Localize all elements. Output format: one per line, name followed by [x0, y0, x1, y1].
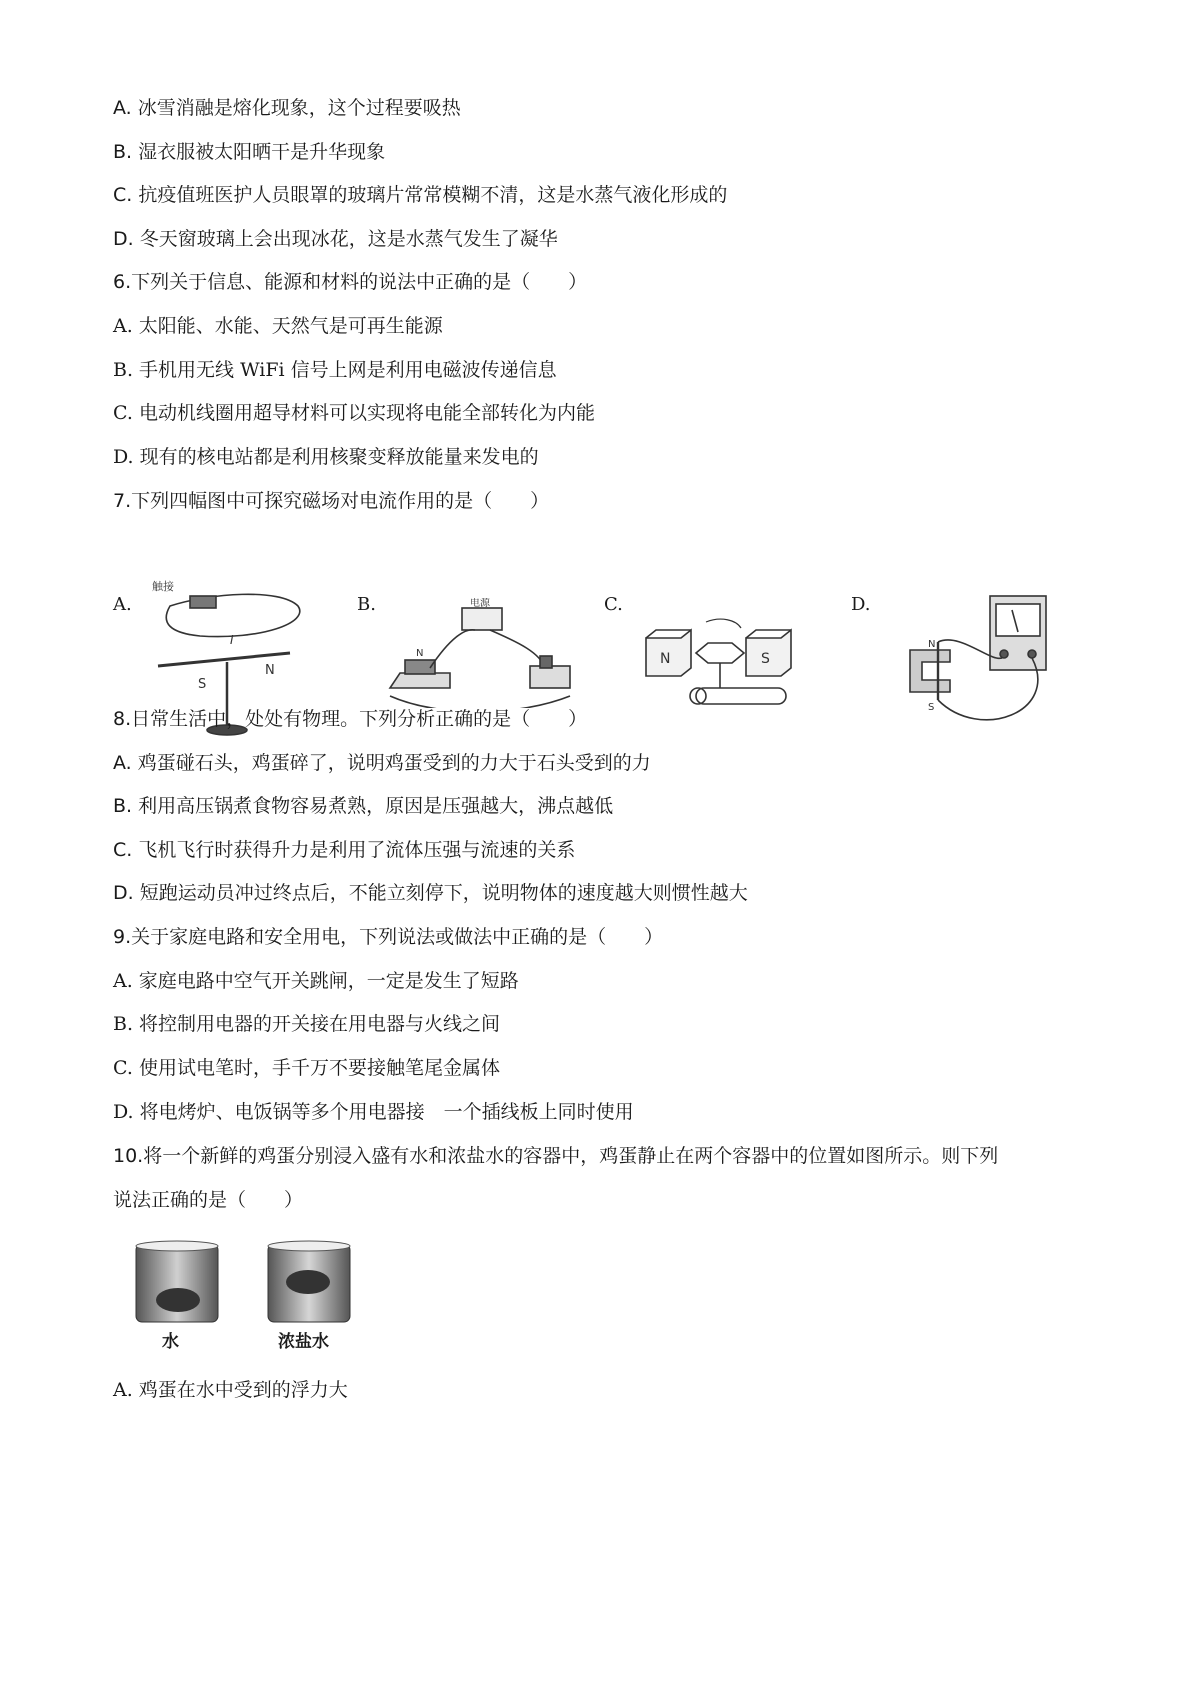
fig-a-label-s: S [198, 677, 207, 692]
q5-option-a: A. 冰雪消融是熔化现象，这个过程要吸热 [113, 97, 461, 119]
q6-option-c: C. 电动机线圈用超导材料可以实现将电能全部转化为内能 [113, 402, 595, 424]
q7-figure-d [890, 592, 1070, 732]
fig-a-label-n: N [265, 663, 275, 678]
fig-d-label-s: S [928, 702, 935, 713]
q7-figure-c [636, 618, 806, 718]
egg-in-brine [286, 1270, 330, 1294]
q9-option-b: B. 将控制用电器的开关接在用电器与火线之间 [113, 1013, 501, 1035]
q5-option-b: B. 湿衣服被太阳晒干是升华现象 [113, 141, 386, 163]
q8-option-a: A. 鸡蛋碰石头，鸡蛋碎了，说明鸡蛋受到的力大于石头受到的力 [113, 752, 651, 774]
q7-figure-b [380, 598, 580, 708]
fig-b-label-source: 电源 [470, 598, 490, 609]
beaker-brine [262, 1238, 362, 1328]
q9-stem: 9.关于家庭电路和安全用电，下列说法或做法中正确的是（ ） [113, 926, 664, 948]
q8-option-c: C. 飞机飞行时获得升力是利用了流体压强与流速的关系 [113, 839, 576, 861]
q10-stem-line1: 10.将一个新鲜的鸡蛋分别浸入盛有水和浓盐水的容器中，鸡蛋静止在两个容器中的位置如图所示。则下列 [113, 1145, 999, 1167]
fig-b-label-n: N [416, 648, 424, 659]
caption-water: 水 [162, 1332, 179, 1352]
q6-option-a: A. 太阳能、水能、天然气是可再生能源 [113, 315, 443, 337]
q8-stem: 8.日常生活中，处处有物理。下列分析正确的是（ ） [113, 708, 588, 730]
q7-stem: 7.下列四幅图中可探究磁场对电流作用的是（ ） [113, 490, 550, 512]
caption-brine: 浓盐水 [278, 1332, 329, 1352]
q5-option-c: C. 抗疫值班医护人员眼罩的玻璃片常常模糊不清，这是水蒸气液化形成的 [113, 184, 728, 206]
q6-stem: 6.下列关于信息、能源和材料的说法中正确的是（ ） [113, 271, 588, 293]
q7-label-d: D. [851, 594, 871, 615]
egg-in-water [156, 1288, 200, 1312]
q8-option-b: B. 利用高压锅煮食物容易煮熟，原因是压强越大，沸点越低 [113, 795, 614, 817]
q8-option-d: D. 短跑运动员冲过终点后，不能立刻停下，说明物体的速度越大则惯性越大 [113, 882, 748, 904]
q9-option-c: C. 使用试电笔时，手千万不要接触笔尾金属体 [113, 1057, 500, 1079]
fig-a-label-current: I [230, 633, 234, 647]
q9-option-d: D. 将电烤炉、电饭锅等多个用电器接 一个插线板上同时使用 [113, 1101, 634, 1123]
beaker-water [130, 1238, 230, 1328]
q10-option-a: A. 鸡蛋在水中受到的浮力大 [113, 1379, 348, 1401]
fig-c-label-s: S [761, 651, 770, 667]
fig-c-label-n: N [660, 651, 671, 667]
q10-stem-line2: 说法正确的是（ ） [113, 1189, 304, 1211]
q7-label-c: C. [604, 594, 623, 615]
q7-label-a: A. [113, 594, 132, 615]
q7-label-b: B. [357, 594, 376, 615]
fig-d-label-n: N [928, 639, 936, 650]
q5-option-d: D. 冬天窗玻璃上会出现冰花，这是水蒸气发生了凝华 [113, 228, 558, 250]
fig-a-label-top: 触接 [152, 580, 174, 593]
q9-option-a: A. 家庭电路中空气开关跳闸，一定是发生了短路 [113, 970, 519, 992]
q6-option-b: B. 手机用无线 WiFi 信号上网是利用电磁波传递信息 [113, 359, 557, 381]
q6-option-d: D. 现有的核电站都是利用核聚变释放能量来发电的 [113, 446, 539, 468]
